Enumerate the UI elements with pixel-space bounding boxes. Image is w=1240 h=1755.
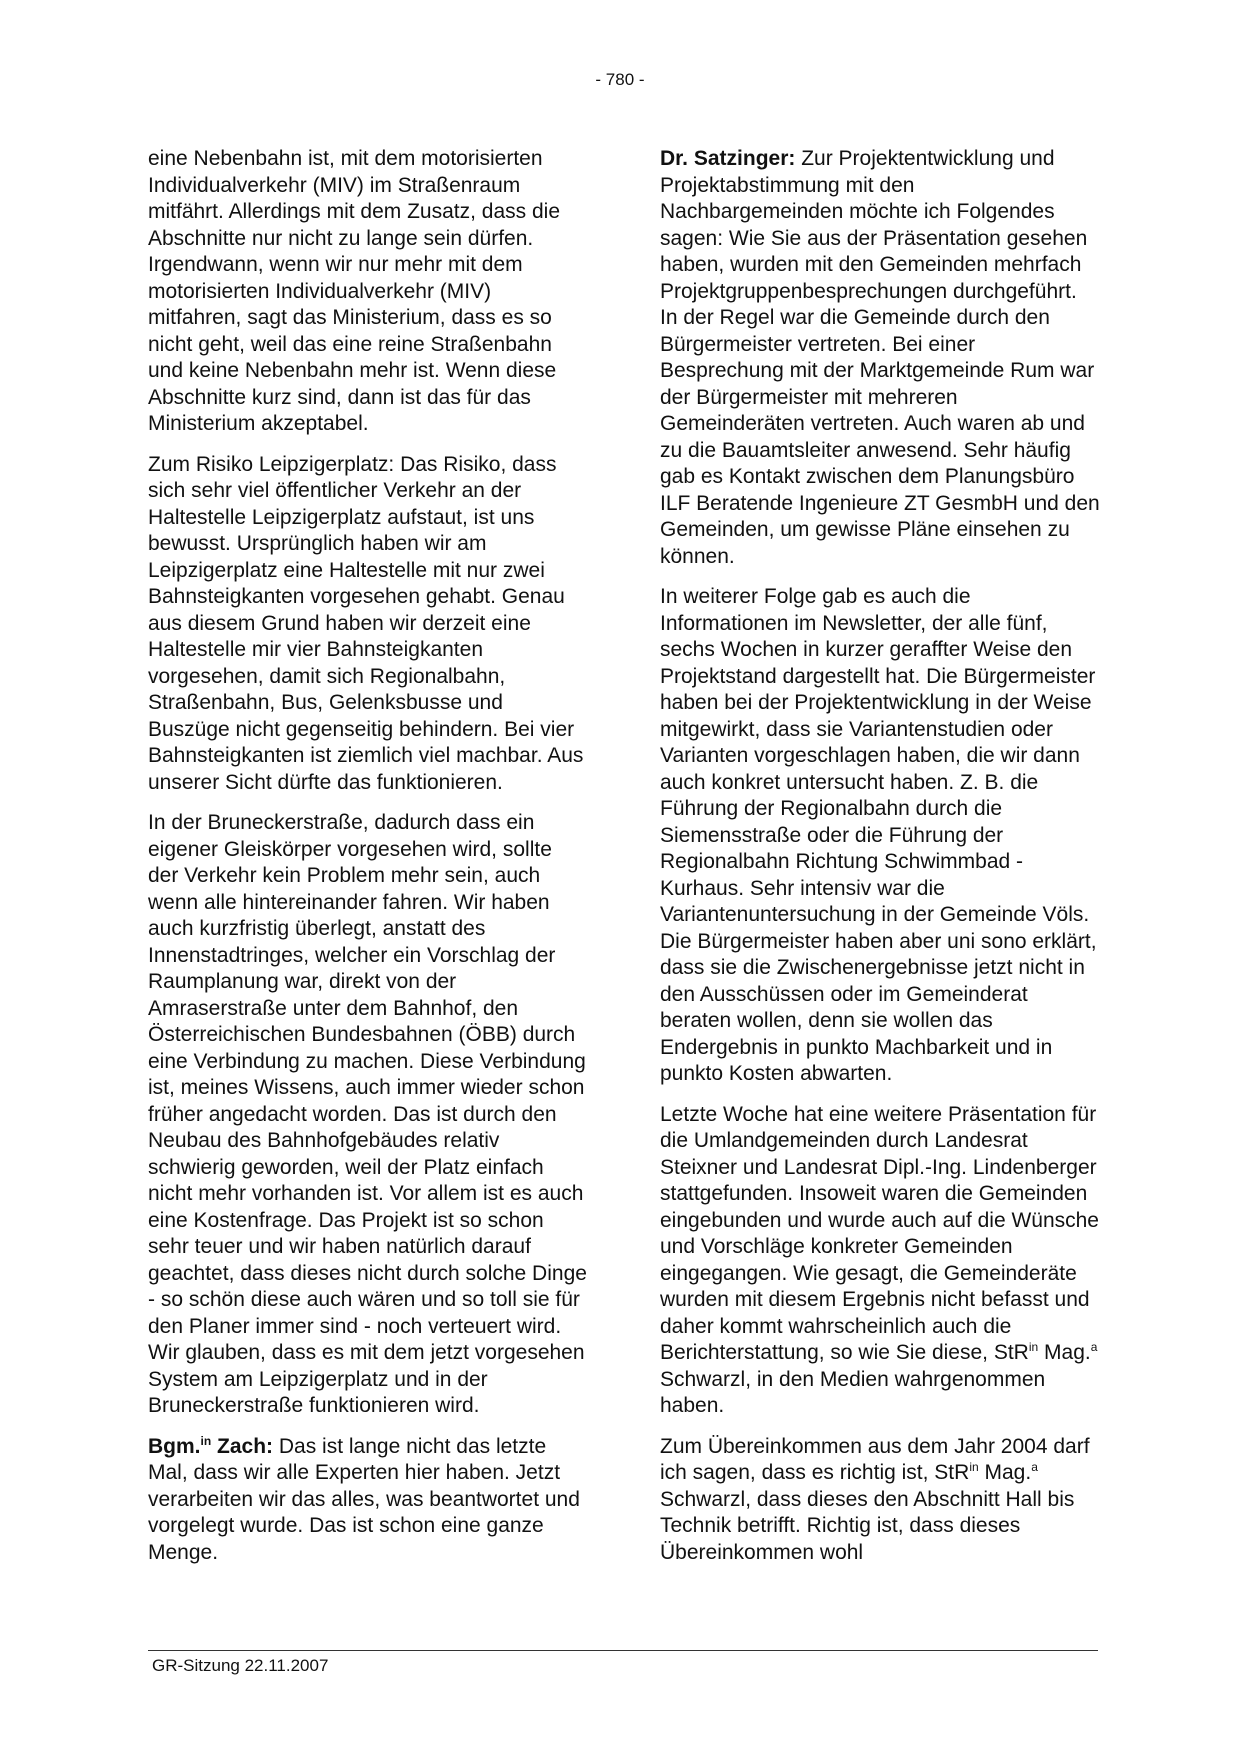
text-segment: Schwarzl, dass dieses den Abschnitt Hall bis Technik betrifft. Richtig ist, dass dieses Übereinkommen wohl bbox=[660, 1487, 1075, 1564]
left-paragraph-3: In der Bruneckerstraße, dadurch dass ein eigener Gleiskörper vorgesehen wird, sollte der Verkehr kein Problem mehr sein, auch wenn alle hintereinander fahren. Wir haben auch kurzfristig überlegt, anstatt des Innenstadtringes, welcher ein Vorschlag der Raumplanung war, direkt von der Amraserstraße unter dem Bahnhof, den Österreichischen Bundesbahnen (ÖBB) durch eine Verbindung zu machen. Diese Verbindung ist, meines Wissens, auch immer wieder schon früher angedacht worden. Das ist durch den Neubau des Bahnhofgebäudes relativ schwierig geworden, weil der Platz einfach nicht mehr vorhanden ist. Vor allem ist es auch eine Kostenfrage. Das Projekt ist so schon sehr teuer und wir haben natürlich darauf geachtet, dass dieses nicht durch solche Dinge - so schön diese auch wären und so toll sie für den Planer immer sind - noch verteuert wird. Wir glauben, dass es mit dem jetzt vorgesehen System am Leipzigerplatz und in der Bruneckerstraße funktionieren wird. bbox=[148, 811, 587, 1417]
right-column bbox=[660, 146, 1100, 1580]
right-paragraph-3 bbox=[660, 1102, 1100, 1420]
right-paragraph-4 bbox=[660, 1434, 1100, 1567]
speaker-name: Dr. Satzinger: bbox=[660, 147, 796, 170]
speech-text: Zur Projektentwicklung und Projektabstimmung mit den Nachbargemeinden möchte ich Folgendes sagen: Wie Sie aus der Präsentation gesehen haben, wurden mit den Gemeinden mehrfach Projektgruppenbesprechungen durchgeführt. In der Regel war die Gemeinde durch den Bürgermeister vertreten. Bei einer Besprechung mit der Marktgemeinde Rum war der Bürgermeister mit mehreren Gemeinderäten vertreten. Auch waren ab und zu die Bauamtsleiter anwesend. Sehr häufig gab es Kontakt zwischen dem Planungsbüro ILF Beratende Ingenieure ZT GesmbH und den Gemeinden, um gewisse Pläne einsehen zu können. bbox=[660, 147, 1100, 568]
speaker-title: Bgm. bbox=[148, 1434, 201, 1458]
left-paragraph-1: eine Nebenbahn ist, mit dem motorisierten Individualverkehr (MIV) im Straßenraum mitfährt. Allerdings mit dem Zusatz, dass die Abschnitte nur nicht zu lange sein dürfen. Irgendwann, wenn wir nur mehr mit dem motorisierten Individualverkehr (MIV) mitfahren, sagt das Ministerium, dass es so nicht geht, weil das eine reine Straßenbahn und keine Nebenbahn mehr ist. Wenn diese Abschnitte kurz sind, dann ist das für das Ministerium akzeptabel. bbox=[148, 147, 560, 435]
text-segment: Schwarzl, in den Medien wahrgenommen haben. bbox=[660, 1367, 1046, 1417]
speaker-title-suffix: in bbox=[200, 1433, 212, 1448]
footer-divider bbox=[148, 1650, 1098, 1651]
title-suffix: a bbox=[1031, 1460, 1038, 1474]
text-segment: Mag. bbox=[1038, 1341, 1091, 1364]
left-paragraph-4 bbox=[148, 1434, 588, 1567]
speaker-name bbox=[148, 1435, 273, 1458]
left-column bbox=[148, 146, 588, 1580]
title-suffix: in bbox=[1028, 1340, 1039, 1354]
footer-text: GR-Sitzung 22.11.2007 bbox=[152, 1656, 329, 1675]
title-suffix: a bbox=[1090, 1340, 1098, 1354]
speaker-surname: Zach: bbox=[211, 1434, 274, 1458]
text-segment: Mag. bbox=[978, 1461, 1032, 1484]
left-paragraph-2: Zum Risiko Leipzigerplatz: Das Risiko, dass sich sehr viel öffentlicher Verkehr an der Haltestelle Leipzigerplatz aufstaut, ist uns bewusst. Ursprünglich haben wir am Leipzigerplatz eine Haltestelle mit nur zwei Bahnsteigkanten vorgesehen gehabt. Genau aus diesem Grund haben wir derzeit eine Haltestelle mir vier Bahnsteigkanten vorgesehen, damit sich Regionalbahn, Straßenbahn, Bus, Gelenksbusse und Buszüge nicht gegenseitig behindern. Bei vier Bahnsteigkanten ist ziemlich viel machbar. Aus unserer Sicht dürfte das funktionieren. bbox=[148, 452, 584, 794]
speech-text: Das ist lange nicht das letzte Mal, dass wir alle Experten hier haben. Jetzt verarbeiten wir das alles, was beantwortet und vorgelegt wurde. Das ist schon eine ganze Menge. bbox=[148, 1434, 580, 1564]
title-suffix: in bbox=[969, 1460, 979, 1474]
page-number: - 780 - bbox=[595, 70, 645, 89]
text-segment: Letzte Woche hat eine weitere Präsentation für die Umlandgemeinden durch Landesrat Steixner und Landesrat Dipl.-Ing. Lindenberger stattgefunden. Insoweit waren die Gemeinden eingebunden und wurde auch auf die Wünsche und Vorschläge konkreter Gemeinden eingegangen. Wie gesagt, die Gemeinderäte wurden mit diesem Ergebnis nicht befasst und daher kommt wahrscheinlich auch die Berichterstattung, so wie Sie diese, StR bbox=[660, 1102, 1099, 1364]
text-segment: Zum Übereinkommen aus dem Jahr 2004 darf ich sagen, dass es richtig ist, StR bbox=[660, 1434, 1090, 1484]
right-paragraph-2: In weiterer Folge gab es auch die Informationen im Newsletter, der alle fünf, sechs Wochen in kurzer geraffter Weise den Projektstand dargestellt hat. Die Bürgermeister haben bei der Projektentwicklung in der Weise mitgewirkt, dass sie Variantenstudien oder Varianten vorgeschlagen haben, die wir dann auch konkret untersucht haben. Z. B. die Führung der Regionalbahn durch die Siemensstraße oder die Führung der Regionalbahn Richtung Schwimmbad - Kurhaus. Sehr intensiv war die Variantenuntersuchung in der Gemeinde Völs. Die Bürgermeister haben aber uni sono erklärt, dass sie die Zwischenergebnisse jetzt nicht in den Ausschüssen oder im Gemeinderat beraten wollen, denn sie wollen das Endergebnis in punkto Machbarkeit und in punkto Kosten abwarten. bbox=[660, 585, 1097, 1085]
right-paragraph-1 bbox=[660, 146, 1100, 570]
